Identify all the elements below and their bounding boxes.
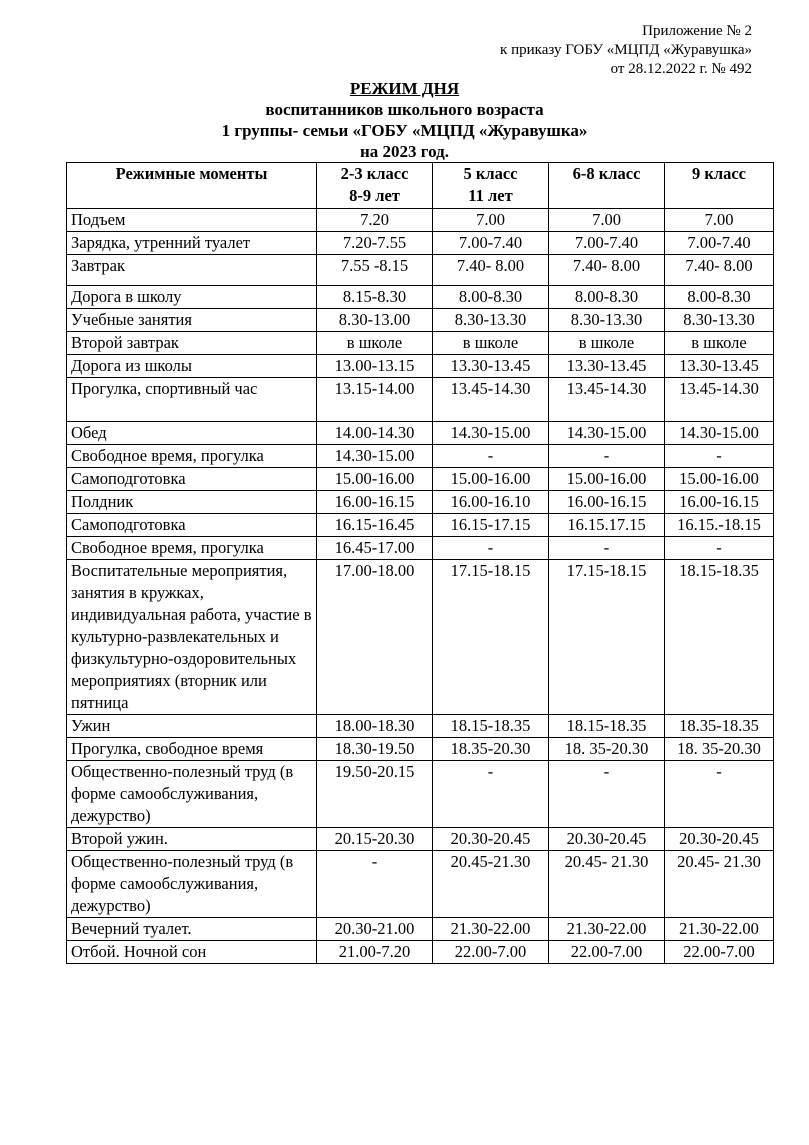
- time-cell: 7.00: [549, 209, 665, 232]
- time-cell: -: [665, 761, 774, 828]
- time-cell: -: [665, 537, 774, 560]
- time-cell: 8.30-13.00: [317, 309, 433, 332]
- time-cell: 7.20-7.55: [317, 232, 433, 255]
- time-cell: 22.00-7.00: [433, 941, 549, 964]
- table-row: [67, 309, 774, 332]
- time-cell: 18.00-18.30: [317, 715, 433, 738]
- moment-cell: Общественно-полезный труд (в форме самообслуживания, дежурство): [67, 851, 317, 918]
- time-cell: 13.00-13.15: [317, 355, 433, 378]
- header-grade-5: [433, 163, 549, 209]
- moment-cell: Второй завтрак: [67, 332, 317, 355]
- schedule-table: [66, 162, 774, 964]
- time-cell: 15.00-16.00: [317, 468, 433, 491]
- time-cell: 20.30-20.45: [665, 828, 774, 851]
- table-row: [67, 422, 774, 445]
- time-cell: 8.30-13.30: [549, 309, 665, 332]
- time-cell: 13.45-14.30: [665, 378, 774, 422]
- moment-cell: Второй ужин.: [67, 828, 317, 851]
- time-cell: 8.00-8.30: [433, 286, 549, 309]
- time-cell: 7.00-7.40: [549, 232, 665, 255]
- time-cell: 7.55 -8.15: [317, 255, 433, 286]
- time-cell: -: [665, 445, 774, 468]
- time-cell: 20.15-20.30: [317, 828, 433, 851]
- table-row: [67, 761, 774, 828]
- document-title: [0, 78, 809, 162]
- time-cell: 18.30-19.50: [317, 738, 433, 761]
- moment-cell: Вечерний туалет.: [67, 918, 317, 941]
- time-cell: 21.30-22.00: [665, 918, 774, 941]
- time-cell: -: [433, 445, 549, 468]
- moment-cell: Подъем: [67, 209, 317, 232]
- moment-cell: Самоподготовка: [67, 514, 317, 537]
- header-grade-2-3: [317, 163, 433, 209]
- time-cell: в школе: [317, 332, 433, 355]
- time-cell: 16.15-17.15: [433, 514, 549, 537]
- time-cell: 13.45-14.30: [549, 378, 665, 422]
- time-cell: 13.15-14.00: [317, 378, 433, 422]
- time-cell: в школе: [665, 332, 774, 355]
- time-cell: 7.40- 8.00: [433, 255, 549, 286]
- time-cell: -: [549, 761, 665, 828]
- time-cell: 20.45-21.30: [433, 851, 549, 918]
- header-moments: [67, 163, 317, 209]
- time-cell: 21.30-22.00: [549, 918, 665, 941]
- table-row: [67, 560, 774, 715]
- time-cell: 13.45-14.30: [433, 378, 549, 422]
- time-cell: 20.45- 21.30: [549, 851, 665, 918]
- moment-cell: Прогулка, свободное время: [67, 738, 317, 761]
- time-cell: в школе: [549, 332, 665, 355]
- time-cell: 18. 35-20.30: [665, 738, 774, 761]
- header-label: 2-3 класс: [340, 164, 409, 183]
- time-cell: 14.30-15.00: [549, 422, 665, 445]
- table-row: [67, 468, 774, 491]
- time-cell: 18.35-18.35: [665, 715, 774, 738]
- title-year: на 2023 год.: [360, 142, 449, 161]
- moment-cell: Прогулка, спортивный час: [67, 378, 317, 422]
- time-cell: 7.20: [317, 209, 433, 232]
- time-cell: 14.30-15.00: [433, 422, 549, 445]
- title-main: РЕЖИМ ДНЯ: [349, 79, 460, 98]
- appendix-date: от 28.12.2022 г. № 492: [610, 61, 752, 77]
- moment-cell: Свободное время, прогулка: [67, 445, 317, 468]
- time-cell: 13.30-13.45: [665, 355, 774, 378]
- time-cell: 13.30-13.45: [549, 355, 665, 378]
- table-row: [67, 445, 774, 468]
- table-row: [67, 209, 774, 232]
- moment-cell: Дорога из школы: [67, 355, 317, 378]
- header-grade-9: [665, 163, 774, 209]
- title-subtitle-2: 1 группы- семьи «ГОБУ «МЦПД «Журавушка»: [221, 121, 588, 140]
- time-cell: -: [433, 537, 549, 560]
- header-label: 5 класс: [463, 164, 518, 183]
- header-label: 8-9 лет: [349, 186, 400, 205]
- header-label: 6-8 класс: [572, 164, 641, 183]
- moment-cell: Свободное время, прогулка: [67, 537, 317, 560]
- time-cell: 15.00-16.00: [665, 468, 774, 491]
- time-cell: 18. 35-20.30: [549, 738, 665, 761]
- moment-cell: Учебные занятия: [67, 309, 317, 332]
- time-cell: 8.00-8.30: [665, 286, 774, 309]
- time-cell: -: [549, 445, 665, 468]
- table-row: [67, 286, 774, 309]
- table-row: [67, 941, 774, 964]
- table-row: [67, 378, 774, 422]
- time-cell: в школе: [433, 332, 549, 355]
- moment-cell: Воспитательные мероприятия, занятия в кружках, индивидуальная работа, участие в культурно-развлекательных и физкультурно-оздоровительных мероприятиях (вторник или пятница: [67, 560, 317, 715]
- time-cell: 21.00-7.20: [317, 941, 433, 964]
- table-row: [67, 738, 774, 761]
- moment-cell: Зарядка, утренний туалет: [67, 232, 317, 255]
- time-cell: 20.30-21.00: [317, 918, 433, 941]
- time-cell: 16.15-16.45: [317, 514, 433, 537]
- time-cell: 22.00-7.00: [549, 941, 665, 964]
- table-row: [67, 491, 774, 514]
- time-cell: 16.00-16.15: [665, 491, 774, 514]
- time-cell: 13.30-13.45: [433, 355, 549, 378]
- time-cell: 21.30-22.00: [433, 918, 549, 941]
- time-cell: 14.00-14.30: [317, 422, 433, 445]
- time-cell: 14.30-15.00: [665, 422, 774, 445]
- table-row: [67, 851, 774, 918]
- time-cell: 16.15.17.15: [549, 514, 665, 537]
- time-cell: 18.35-20.30: [433, 738, 549, 761]
- time-cell: 14.30-15.00: [317, 445, 433, 468]
- time-cell: 7.00: [433, 209, 549, 232]
- moment-cell: Общественно-полезный труд (в форме самообслуживания, дежурство): [67, 761, 317, 828]
- table-row: [67, 514, 774, 537]
- time-cell: 7.00: [665, 209, 774, 232]
- time-cell: 16.15.-18.15: [665, 514, 774, 537]
- time-cell: -: [317, 851, 433, 918]
- time-cell: 8.30-13.30: [433, 309, 549, 332]
- time-cell: 8.00-8.30: [549, 286, 665, 309]
- moment-cell: Отбой. Ночной сон: [67, 941, 317, 964]
- time-cell: 16.00-16.15: [549, 491, 665, 514]
- time-cell: 8.30-13.30: [665, 309, 774, 332]
- time-cell: 16.00-16.10: [433, 491, 549, 514]
- time-cell: 16.45-17.00: [317, 537, 433, 560]
- time-cell: 18.15-18.35: [549, 715, 665, 738]
- moment-cell: Дорога в школу: [67, 286, 317, 309]
- time-cell: 15.00-16.00: [433, 468, 549, 491]
- moment-cell: Завтрак: [67, 255, 317, 286]
- moment-cell: Обед: [67, 422, 317, 445]
- time-cell: 16.00-16.15: [317, 491, 433, 514]
- table-row: [67, 828, 774, 851]
- time-cell: 18.15-18.35: [665, 560, 774, 715]
- table-row: [67, 355, 774, 378]
- time-cell: 19.50-20.15: [317, 761, 433, 828]
- appendix-number: Приложение № 2: [642, 23, 752, 39]
- moment-cell: Ужин: [67, 715, 317, 738]
- header-grade-6-8: [549, 163, 665, 209]
- time-cell: 15.00-16.00: [549, 468, 665, 491]
- table-row: [67, 715, 774, 738]
- time-cell: -: [433, 761, 549, 828]
- time-cell: 20.30-20.45: [549, 828, 665, 851]
- time-cell: 7.40- 8.00: [549, 255, 665, 286]
- table-row: [67, 918, 774, 941]
- table-row: [67, 332, 774, 355]
- header-row: [67, 163, 774, 209]
- moment-cell: Полдник: [67, 491, 317, 514]
- time-cell: 20.30-20.45: [433, 828, 549, 851]
- time-cell: 18.15-18.35: [433, 715, 549, 738]
- time-cell: 17.15-18.15: [433, 560, 549, 715]
- moment-cell: Самоподготовка: [67, 468, 317, 491]
- appendix-note: [500, 22, 752, 79]
- time-cell: 7.00-7.40: [665, 232, 774, 255]
- header-label: 9 класс: [691, 164, 747, 183]
- table-row: [67, 537, 774, 560]
- table-row: [67, 255, 774, 286]
- time-cell: 8.15-8.30: [317, 286, 433, 309]
- title-subtitle-1: воспитанников школьного возраста: [265, 100, 544, 119]
- time-cell: -: [549, 537, 665, 560]
- time-cell: 17.00-18.00: [317, 560, 433, 715]
- header-label: 11 лет: [468, 186, 513, 205]
- time-cell: 17.15-18.15: [549, 560, 665, 715]
- time-cell: 7.40- 8.00: [665, 255, 774, 286]
- header-label: Режимные моменты: [115, 164, 268, 183]
- time-cell: 7.00-7.40: [433, 232, 549, 255]
- time-cell: 20.45- 21.30: [665, 851, 774, 918]
- table-row: [67, 232, 774, 255]
- appendix-order: к приказу ГОБУ «МЦПД «Журавушка»: [500, 42, 752, 58]
- time-cell: 22.00-7.00: [665, 941, 774, 964]
